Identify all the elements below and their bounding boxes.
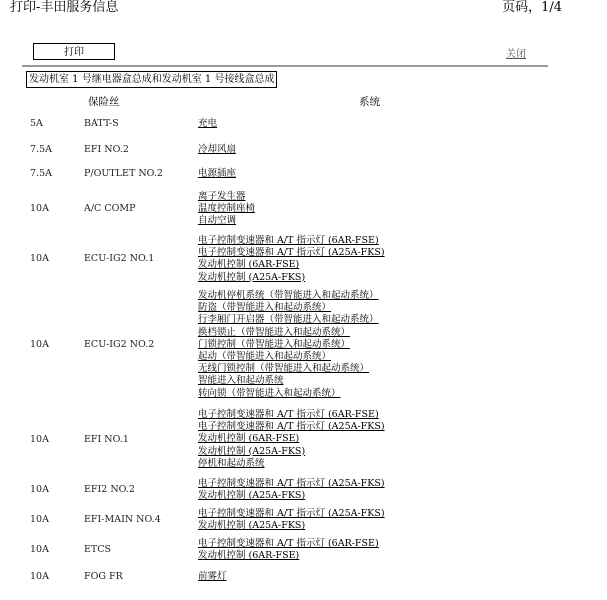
- fuse-amperage: 10A: [30, 433, 49, 445]
- system-list: [198, 290, 379, 400]
- fuse-amperage: 10A: [30, 203, 49, 215]
- system-link[interactable]: 防盗（带智能进入和起动系统）: [198, 302, 332, 314]
- system-link[interactable]: 发动机停机系统（带智能进入和起动系统）: [198, 290, 379, 301]
- table-row: [0, 478, 607, 502]
- system-link[interactable]: 停机和起动系统: [198, 457, 265, 469]
- system-list: [198, 168, 236, 180]
- system-link[interactable]: 离子发生器: [198, 191, 246, 202]
- page-title: 打印-丰田服务信息: [10, 0, 119, 15]
- table-row: [0, 290, 607, 400]
- fuse-name: FOG FR: [84, 571, 123, 583]
- system-link[interactable]: 电子控制变速器和 A/T 指示灯 (A25A-FKS): [198, 478, 385, 489]
- table-row: [0, 571, 607, 583]
- system-link[interactable]: 发动机控制 (A25A-FKS): [198, 445, 306, 457]
- system-list: [198, 118, 217, 130]
- system-link[interactable]: 电子控制变速器和 A/T 指示灯 (A25A-FKS): [198, 247, 385, 259]
- table-row: [0, 191, 607, 228]
- system-link[interactable]: 发动机控制 (6AR-FSE): [198, 433, 300, 445]
- system-list: [198, 478, 385, 502]
- table-row: [0, 118, 607, 130]
- system-link[interactable]: 自动空调: [198, 215, 237, 227]
- fuse-amperage: 10A: [30, 253, 49, 265]
- system-link[interactable]: 前雾灯: [198, 571, 227, 582]
- fuse-name: P/OUTLET NO.2: [84, 168, 163, 180]
- column-header-fuse: 保险丝: [88, 96, 120, 108]
- system-link[interactable]: 温度控制座椅: [198, 203, 256, 215]
- system-list: [198, 235, 385, 284]
- system-link[interactable]: 发动机控制 (A25A-FKS): [198, 490, 306, 502]
- fuse-amperage: 10A: [30, 544, 49, 556]
- page-header: [0, 0, 607, 18]
- system-list: [198, 508, 385, 532]
- fuse-amperage: 7.5A: [30, 168, 52, 180]
- system-link[interactable]: 电子控制变速器和 A/T 指示灯 (A25A-FKS): [198, 421, 385, 433]
- fuse-amperage: 10A: [30, 514, 49, 526]
- system-link[interactable]: 智能进入和起动系统: [198, 375, 284, 387]
- system-link[interactable]: 电子控制变速器和 A/T 指示灯 (6AR-FSE): [198, 538, 379, 549]
- table-row: [0, 168, 607, 180]
- system-list: [198, 571, 227, 583]
- system-link[interactable]: 门锁控制（带智能进入和起动系统）: [198, 338, 351, 350]
- page-number: 页码，1/4: [502, 0, 562, 15]
- fuse-amperage: 10A: [30, 484, 49, 496]
- system-link[interactable]: 充电: [198, 118, 218, 129]
- system-list: [198, 538, 379, 562]
- table-caption: 发动机室 1 号继电器盒总成和发动机室 1 号接线盒总成: [26, 71, 277, 88]
- system-link[interactable]: 冷却风扇: [198, 144, 237, 155]
- system-link[interactable]: 电子控制变速器和 A/T 指示灯 (6AR-FSE): [198, 409, 379, 420]
- system-link[interactable]: 发动机控制 (6AR-FSE): [198, 550, 300, 562]
- fuse-amperage: 5A: [30, 118, 43, 130]
- close-link[interactable]: 关闭: [506, 49, 526, 60]
- system-link[interactable]: 发动机控制 (A25A-FKS): [198, 271, 306, 283]
- table-row: [0, 508, 607, 532]
- fuse-amperage: 10A: [30, 338, 49, 350]
- table-row: [0, 538, 607, 562]
- column-header-system: 系统: [359, 96, 380, 108]
- system-link[interactable]: 发动机控制 (6AR-FSE): [198, 259, 300, 271]
- system-list: [198, 409, 385, 470]
- system-list: [198, 144, 236, 156]
- fuse-name: EFI-MAIN NO.4: [84, 514, 161, 526]
- system-link[interactable]: 发动机控制 (A25A-FKS): [198, 520, 306, 532]
- system-link[interactable]: 换档锁止（带智能进入和起动系统）: [198, 326, 351, 338]
- fuse-name: BATT-S: [84, 118, 119, 130]
- fuse-name: ETCS: [84, 544, 112, 556]
- system-list: [198, 191, 255, 228]
- system-link[interactable]: 电源插座: [198, 168, 237, 179]
- system-link[interactable]: 转向锁（带智能进入和起动系统）: [198, 387, 341, 399]
- fuse-name: EFI NO.1: [84, 433, 129, 445]
- fuse-name: A/C COMP: [84, 203, 136, 215]
- table-row: [0, 409, 607, 470]
- fuse-amperage: 7.5A: [30, 144, 52, 156]
- system-link[interactable]: 电子控制变速器和 A/T 指示灯 (6AR-FSE): [198, 235, 379, 246]
- print-button[interactable]: 打印: [33, 43, 115, 60]
- fuse-name: ECU-IG2 NO.1: [84, 253, 155, 265]
- fuse-name: EFI2 NO.2: [84, 484, 135, 496]
- system-link[interactable]: 起动（带智能进入和起动系统）: [198, 351, 332, 363]
- system-link[interactable]: 电子控制变速器和 A/T 指示灯 (A25A-FKS): [198, 508, 385, 519]
- fuse-name: EFI NO.2: [84, 144, 129, 156]
- header-divider: [22, 65, 548, 67]
- fuse-name: ECU-IG2 NO.2: [84, 338, 155, 350]
- table-row: [0, 144, 607, 156]
- system-link[interactable]: 行李厢门开启器（带智能进入和起动系统）: [198, 314, 379, 326]
- table-row: [0, 235, 607, 284]
- system-link[interactable]: 无线门锁控制（带智能进入和起动系统）: [198, 363, 370, 375]
- fuse-amperage: 10A: [30, 571, 49, 583]
